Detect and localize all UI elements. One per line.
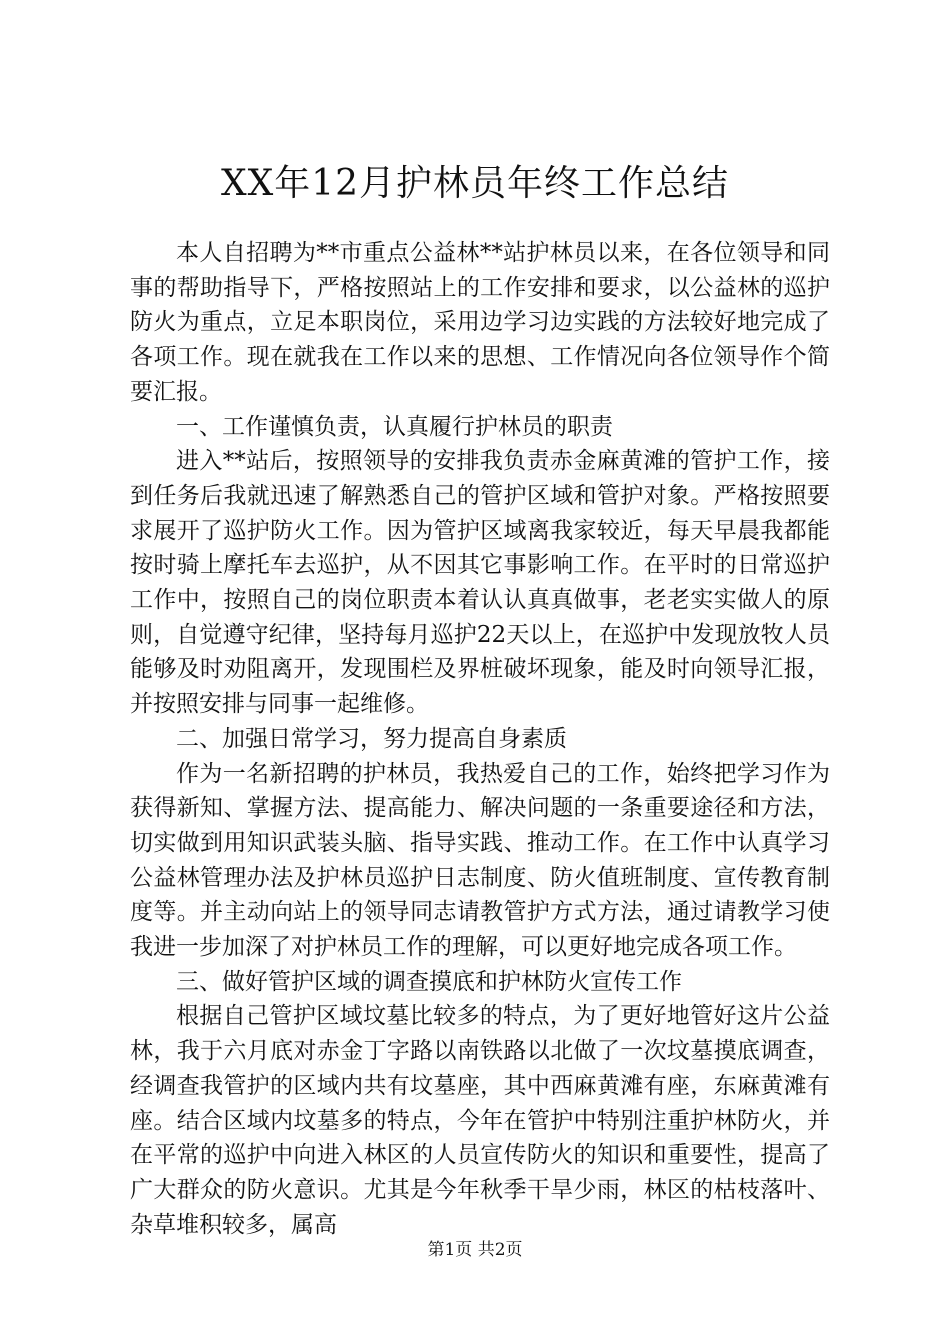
section-heading-3: 三、做好管护区域的调查摸底和护林防火宣传工作 <box>176 968 682 995</box>
paragraph-section-1: 进入**站后，按照领导的安排我负责赤金麻黄滩的管护工作，接到任务后我就迅速了解熟悉自己的管护区域和管护对象。严格按照要求展开了巡护防火工作。因为管护区域离我家较近，每天早晨我都能按时骑上摩托车去巡护，从不因其它事影响工作。在平时的日常巡护工作中，按照自己的岗位职责本着认认真真做事，老老实实做人的原则，自觉遵守纪律，坚持每月巡护22天以上，在巡护中发现放牧人员能够及时劝阻离开，发现围栏及界桩破坏现象，能及时向领导汇报，并按照安排与同事一起维修。 <box>130 448 830 718</box>
page-title: XX年12月护林员年终工作总结 <box>220 163 730 204</box>
section-heading-2: 二、加强日常学习，努力提高自身素质 <box>176 725 567 752</box>
section-heading-1: 一、工作谨慎负责，认真履行护林员的职责 <box>176 413 613 440</box>
paragraph-section-2: 作为一名新招聘的护林员，我热爱自己的工作，始终把学习作为获得新知、掌握方法、提高能力、解决问题的一条重要途径和方法，切实做到用知识武装头脑、指导实践、推动工作。在工作中认真学习公益林管理办法及护林员巡护日志制度、防火值班制度、宣传教育制度等。并主动向站上的领导同志请教管护方式方法，通过请教学习使我进一步加深了对护林员工作的理解，可以更好地完成各项工作。 <box>130 760 830 961</box>
document-body <box>130 236 830 1242</box>
paragraph-intro: 本人自招聘为**市重点公益林**站护林员以来，在各位领导和同事的帮助指导下，严格按照站上的工作安排和要求，以公益林的巡护防火为重点，立足本职岗位，采用边学习边实践的方法较好地完成了各项工作。现在就我在工作以来的思想、工作情况向各位领导作个简要汇报。 <box>130 240 830 405</box>
paragraph-section-3: 根据自己管护区域坟墓比较多的特点，为了更好地管好这片公益林，我于六月底对赤金丁字路以南铁路以北做了一次坟墓摸底调查，经调查我管护的区域内共有坟墓座，其中西麻黄滩有座，东麻黄滩有座。结合区域内坟墓多的特点，今年在管护中特别注重护林防火，并在平常的巡护中向进入林区的人员宣传防火的知识和重要性，提高了广大群众的防火意识。尤其是今年秋季干旱少雨，林区的枯枝落叶、杂草堆积较多，属高 <box>130 1003 830 1238</box>
page-number: 第1页 共2页 <box>427 1240 523 1260</box>
